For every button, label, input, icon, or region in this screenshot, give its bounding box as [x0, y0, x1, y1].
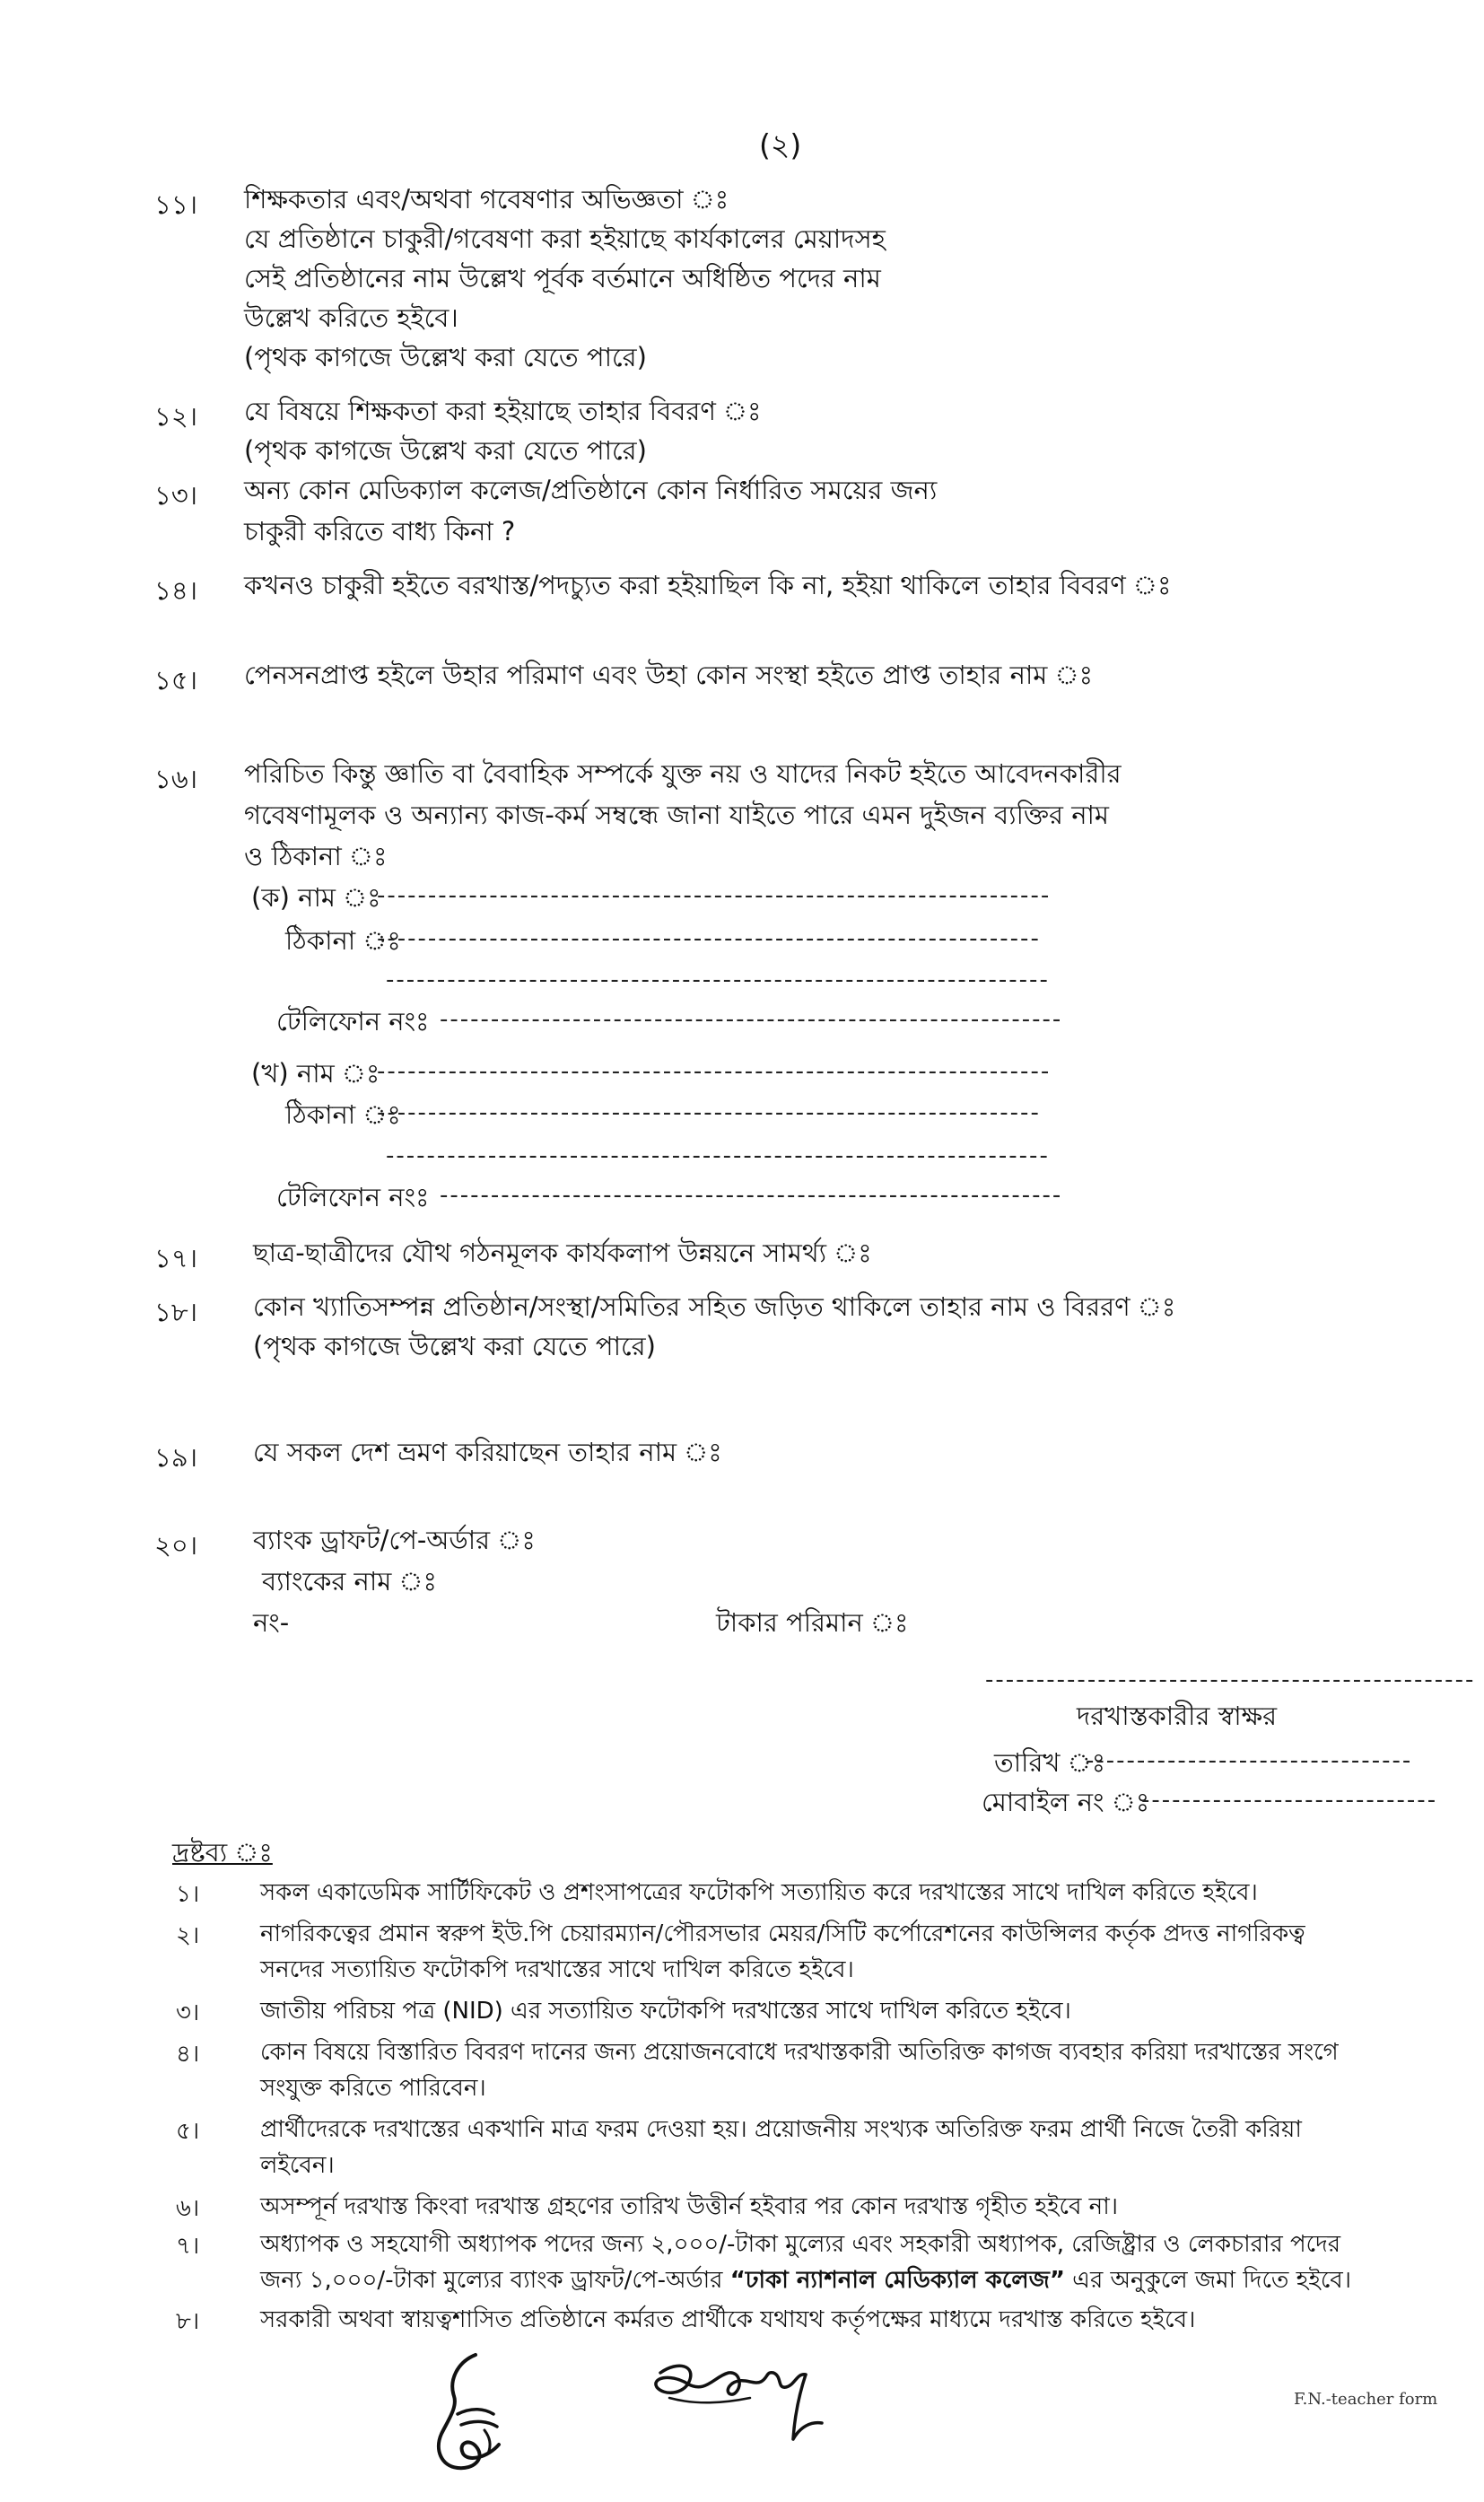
- applicant-signature-label: দরখাস্তকারীর স্বাক্ষর: [1077, 1701, 1278, 1731]
- ref-a-address-label: ঠিকানা ঃ: [285, 925, 401, 956]
- note-5-number: ৫।: [176, 2118, 200, 2145]
- note-7-line-2-pre: জন্য ১,০০০/-টাকা মুল্যের ব্যাংক ড্রাফট/পে-অর্ডার: [260, 2267, 730, 2294]
- note-4-number: ৪।: [176, 2041, 200, 2068]
- item-16-line-1: পরিচিত কিন্তু জ্ঞাতি বা বৈবাহিক সম্পর্কে যুক্ত নয় ও যাদের নিকট হইতে আবেদনকারীর: [244, 758, 1122, 789]
- item-11-line-1: শিক্ষকতার এবং/অথবা গবেষণার অভিজ্ঞতা ঃ: [244, 184, 729, 214]
- note-4-line-1: কোন বিষয়ে বিস্তারিত বিবরণ দানের জন্য প্রয়োজনবোধে দরখাস্তকারী অতিরিক্ত কাগজ ব্যবহার করিয়া দরখাস্তের সংগে: [260, 2039, 1339, 2066]
- note-7-line-1: অধ্যাপক ও সহযোগী অধ্যাপক পদের জন্য ২,০০০/-টাকা মুল্যের এবং সহকারী অধ্যাপক, রেজিষ্ট্রার ও লেকচারার পদের: [260, 2231, 1341, 2258]
- ref-b-address-label: ঠিকানা ঃ: [285, 1099, 401, 1130]
- ref-b-address-field-2[interactable]: -----------------------------------------------------------------: [386, 1142, 1050, 1169]
- form-code: F.N.-teacher form: [1294, 2390, 1438, 2409]
- item-19-line-1: যে সকল দেশ ভ্রমণ করিয়াছেন তাহার নাম ঃ: [253, 1437, 722, 1467]
- item-18-line-1: কোন খ্যাতিসম্পন্ন প্রতিষ্ঠান/সংস্থা/সমিতির সহিত জড়িত থাকিলে তাহার নাম ও বিররণ ঃ: [253, 1291, 1176, 1322]
- ref-a-name-field[interactable]: ------------------------------------------------------------------: [377, 882, 1052, 909]
- mobile-field[interactable]: -----------------------------: [1141, 1787, 1438, 1814]
- item-11-line-5: (পৃথক কাগজে উল্লেখ করা যেতে পারে): [244, 342, 647, 372]
- item-12-line-1: যে বিষয়ে শিক্ষকতা করা হইয়াছে তাহার বিবরণ ঃ: [244, 396, 762, 426]
- ref-a-phone-field[interactable]: -------------------------------------------------------------: [440, 1006, 1063, 1033]
- item-15-line-1: পেনসনপ্রাপ্ত হইলে উহার পরিমাণ এবং উহা কোন সংস্থা হইতে প্রাপ্ত তাহার নাম ঃ: [244, 660, 1094, 690]
- ref-b-phone-label: টেলিফোন নংঃ: [276, 1182, 430, 1212]
- note-8-number: ৮।: [176, 2308, 200, 2335]
- note-6-number: ৬।: [176, 2195, 200, 2222]
- date-label: তারিখ ঃ: [994, 1747, 1106, 1778]
- note-7-line-2: [260, 2261, 1351, 2299]
- note-7-line-2-post: এর অনুকুলে জমা দিতে হইবে।: [1064, 2267, 1352, 2294]
- item-18-number: ১৮।: [154, 1297, 198, 1327]
- ref-a-name-label: (ক) নাম ঃ: [251, 882, 381, 913]
- note-2-line-2: সনদের সত্যায়িত ফটোকপি দরখাস্তের সাথে দাখিল করিতে হইবে।: [260, 1956, 854, 1983]
- item-16-number: ১৬।: [154, 764, 198, 794]
- note-2-line-1: নাগরিকত্বের প্রমান স্বরুপ ইউ.পি চেয়ারম্যান/পৌরসভার মেয়র/সিটি কর্পোরেশনের কাউন্সিলর কর্তৃক প্রদত্ত নাগরিকত্ব: [260, 1920, 1305, 1947]
- item-11-line-4: উল্লেখ করিতে হইবে।: [244, 302, 458, 333]
- note-2-number: ২।: [176, 1922, 200, 1949]
- note-4-line-2: সংযুক্ত করিতে পারিবেন।: [260, 2075, 486, 2102]
- date-field[interactable]: --------------------------------: [1086, 1747, 1413, 1774]
- note-1-line-1: সকল একাডেমিক সার্টিফিকেট ও প্রশংসাপত্রের ফটোকপি সত্যায়িত করে দরখাস্তের সাথে দাখিল করিতে হইবে।: [260, 1879, 1258, 1906]
- item-11-line-2: যে প্রতিষ্ঠানে চাকুরী/গবেষণা করা হইয়াছে কার্যকালের মেয়াদসহ: [244, 223, 886, 254]
- item-13-line-1: অন্য কোন মেডিক্যাল কলেজ/প্রতিষ্ঠানে কোন নির্ধারিত সময়ের জন্য: [244, 475, 938, 505]
- item-12-line-2: (পৃথক কাগজে উল্লেখ করা যেতে পারে): [244, 435, 647, 466]
- note-1-number: ১।: [176, 1881, 200, 1908]
- item-19-number: ১৯।: [154, 1442, 198, 1473]
- note-7-number: ৭।: [176, 2233, 200, 2260]
- note-8-line-1: সরকারী অথবা স্বায়ত্বশাসিত প্রতিষ্ঠানে কর্মরত প্রার্থীকে যথাযথ কর্তৃপক্ষের মাধ্যমে দরখাস্ত করিতে হইবে।: [260, 2306, 1196, 2333]
- item-13-line-2: চাকুরী করিতে বাধ্য কিনা ?: [244, 516, 516, 547]
- item-13-number: ১৩।: [154, 480, 198, 511]
- item-14-line-1: কখনও চাকুরী হইতে বরখাস্ত/পদচ্যুত করা হইয়াছিল কি না, হইয়া থাকিলে তাহার বিবরণ ঃ: [244, 570, 1172, 600]
- item-20-no-label: নং-: [253, 1607, 290, 1638]
- note-5-line-2: লইবেন।: [260, 2152, 335, 2179]
- note-6-line-1: অসম্পূর্ন দরখাস্ত কিংবা দরখাস্ত গ্রহণের তারিখ উত্তীর্ন হইবার পর কোন দরখাস্ত গৃহীত হইবে না।: [260, 2193, 1119, 2220]
- item-20-line-1: ব্যাংক ড্রাফট/পে-অর্ডার ঃ: [253, 1525, 536, 1555]
- applicant-signature-line[interactable]: ------------------------------------------------: [985, 1667, 1476, 1693]
- item-16-line-3: ও ঠিকানা ঃ: [244, 841, 388, 871]
- item-20-amount-label: টাকার পরিমান ঃ: [716, 1607, 909, 1638]
- college-name: “ঢাকা ন্যাশনাল মেডিক্যাল কলেজ”: [729, 2267, 1065, 2294]
- item-20-number: ২০।: [154, 1530, 198, 1561]
- handwritten-signature-1: [422, 2344, 529, 2479]
- item-11-line-3: সেই প্রতিষ্ঠানের নাম উল্লেখ পূর্বক বর্তমানে অধিষ্ঠিত পদের নাম: [244, 263, 881, 293]
- ref-a-phone-label: টেলিফোন নংঃ: [276, 1006, 430, 1037]
- item-15-number: ১৫।: [154, 665, 198, 695]
- item-18-line-2: (পৃথক কাগজে উল্লেখ করা যেতে পারে): [253, 1331, 656, 1361]
- ref-a-address-field-1[interactable]: -----------------------------------------------------------------: [377, 925, 1041, 952]
- note-3-line-1: জাতীয় পরিচয় পত্র (NID) এর সত্যায়িত ফটোকপি দরখাস্তের সাথে দাখিল করিতে হইবে।: [260, 1998, 1071, 2025]
- item-17-line-1: ছাত্র-ছাত্রীদের যৌথ গঠনমূলক কার্যকলাপ উন্নয়নে সামর্থ্য ঃ: [253, 1238, 872, 1268]
- handwritten-signature-2: [642, 2346, 849, 2454]
- ref-b-name-field[interactable]: ------------------------------------------------------------------: [377, 1058, 1052, 1085]
- ref-b-phone-field[interactable]: -------------------------------------------------------------: [440, 1182, 1063, 1209]
- notes-heading: দ্রষ্টব্য ঃ: [172, 1837, 273, 1868]
- item-20-bank-name-label: ব্যাংকের নাম ঃ: [262, 1566, 438, 1597]
- note-5-line-1: প্রার্থীদেরকে দরখাস্তের একখানি মাত্র ফরম দেওয়া হয়। প্রয়োজনীয় সংখ্যক অতিরিক্ত ফরম প্রার্থী নিজে তৈরী করিয়া: [260, 2116, 1302, 2143]
- note-3-number: ৩।: [176, 1999, 200, 2026]
- item-16-line-2: গবেষণামূলক ও অন্যান্য কাজ-কর্ম সম্বন্ধে জানা যাইতে পারে এমন দুইজন ব্যক্তির নাম: [244, 800, 1110, 830]
- ref-b-name-label: (খ) নাম ঃ: [251, 1058, 380, 1089]
- item-14-number: ১৪।: [154, 575, 198, 606]
- item-12-number: ১২।: [154, 401, 198, 432]
- item-11-number: ১১।: [154, 189, 198, 220]
- page-number: (২): [759, 127, 802, 162]
- item-17-number: ১৭।: [154, 1243, 198, 1273]
- mobile-label: মোবাইল নং ঃ: [982, 1787, 1150, 1817]
- ref-a-address-field-2[interactable]: -----------------------------------------------------------------: [386, 967, 1050, 993]
- ref-b-address-field-1[interactable]: -----------------------------------------------------------------: [377, 1099, 1041, 1126]
